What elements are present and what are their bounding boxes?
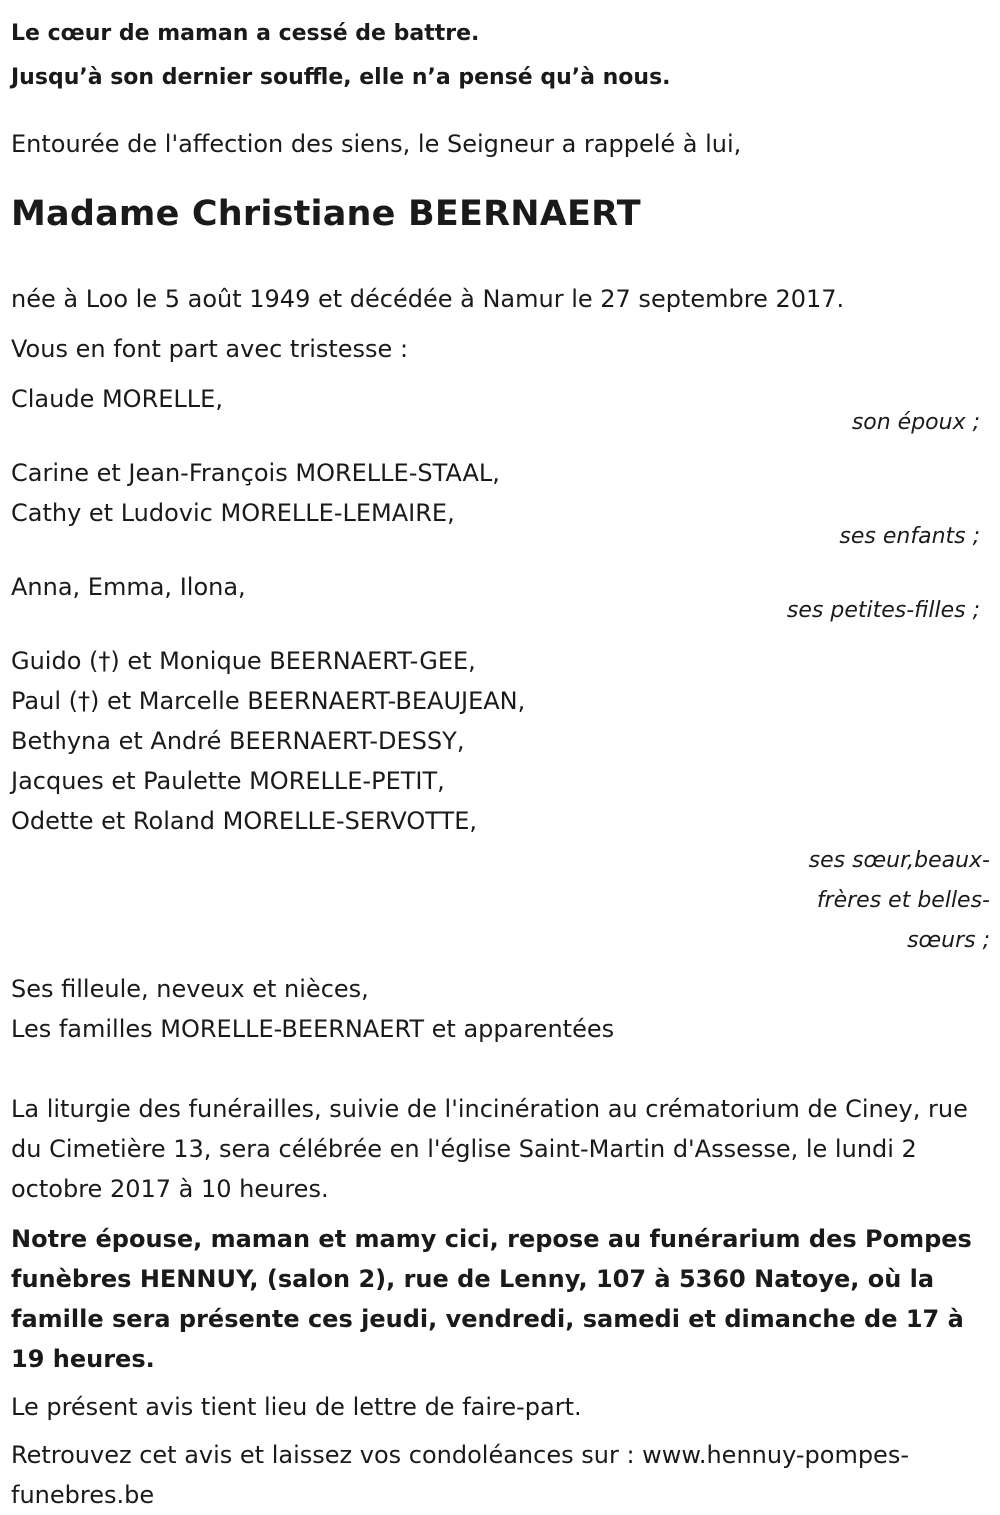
others-line-1: Ses filleule, neveux et nièces, — [11, 975, 369, 1003]
grandchildren-line: Anna, Emma, Ilona, — [11, 573, 246, 601]
liturgy-paragraph: La liturgie des funérailles, suivie de l'incinération au crématorium de Ciney, rue du Cimetière 13, sera célébrée en l'église Saint-Martin d'Assesse, le lundi 2 octobre 2017 à 10 heures. — [11, 1095, 968, 1203]
sibling-line-1: Guido (†) et Monique BEERNAERT-GEE, — [11, 647, 476, 675]
sibling-line-5: Odette et Roland MORELLE-SERVOTTE, — [11, 807, 477, 835]
children-relation: ses enfants ; — [839, 524, 980, 549]
deceased-name: Madame Christiane BEERNAERT — [11, 194, 641, 234]
sibling-line-3: Bethyna et André BEERNAERT-DESSY, — [11, 727, 465, 755]
siblings-relation: ses sœur,beaux-frères et belles-sœurs ; — [808, 848, 990, 953]
grandchildren-relation: ses petites-filles ; — [786, 598, 980, 623]
website-text: Retrouvez cet avis et laissez vos condoléances sur : www.hennuy-pompes-funebres.be — [11, 1441, 909, 1509]
repose-paragraph: Notre épouse, maman et mamy cici, repose au funérarium des Pompes funèbres HENNUY, (salon 2), rue de Lenny, 107 à 5360 Natoye, où la famille sera présente ces jeudi, vendredi, samedi et dimanche de 17 à 19 heures. — [11, 1225, 972, 1373]
spouse-relation: son époux ; — [851, 410, 980, 435]
announce-text: Vous en font part avec tristesse : — [11, 335, 409, 363]
header-line-1: Le cœur de maman a cessé de battre. — [11, 21, 480, 46]
spouse-name: Claude MORELLE, — [11, 385, 223, 413]
sibling-line-4: Jacques et Paulette MORELLE-PETIT, — [11, 767, 445, 795]
intro-text: Entourée de l'affection des siens, le Seigneur a rappelé à lui, — [11, 130, 742, 158]
sibling-line-2: Paul (†) et Marcelle BEERNAERT-BEAUJEAN, — [11, 687, 526, 715]
child-line-1: Carine et Jean-François MORELLE-STAAL, — [11, 459, 500, 487]
child-line-2: Cathy et Ludovic MORELLE-LEMAIRE, — [11, 499, 455, 527]
born-line: née à Loo le 5 août 1949 et décédée à Namur le 27 septembre 2017. — [11, 285, 845, 313]
notice-text: Le présent avis tient lieu de lettre de faire-part. — [11, 1393, 582, 1421]
header-line-2: Jusqu’à son dernier souffle, elle n’a pensé qu’à nous. — [11, 65, 671, 90]
others-line-2: Les familles MORELLE-BEERNAERT et apparentées — [11, 1015, 615, 1043]
